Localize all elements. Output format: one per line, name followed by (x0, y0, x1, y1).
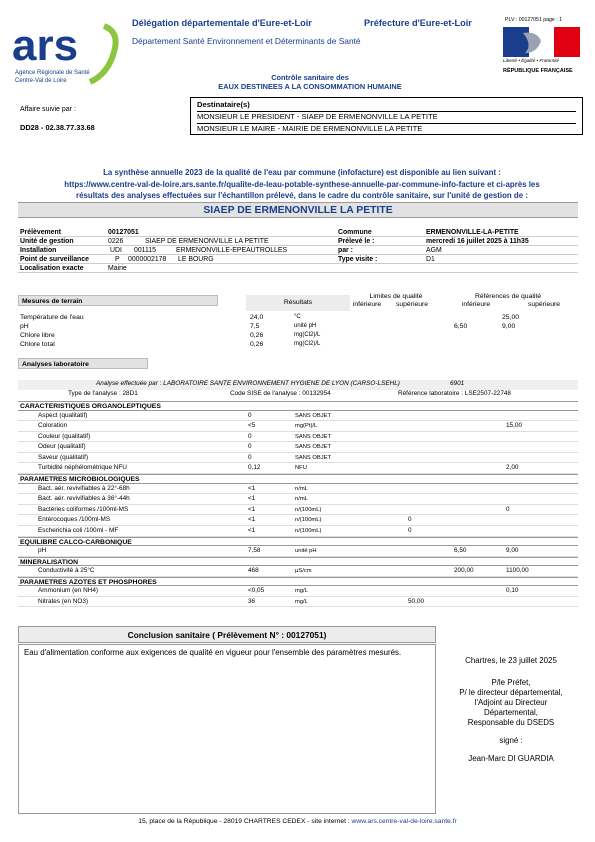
conclusion-title: Conclusion sanitaire ( Prélèvement N° : 00127051) (18, 626, 436, 643)
lab-value: <1 (248, 526, 256, 534)
header-delegation: Délégation départementale d'Eure-et-Loir (132, 18, 312, 28)
lab-ref-sup: 9,00 (506, 547, 519, 555)
refs-inf-header: inférieure (461, 301, 491, 308)
lab-unit: n/mL (295, 485, 308, 492)
measure-row (18, 340, 578, 349)
signature-block (440, 656, 582, 764)
footer-site-link[interactable]: www.ars.centre-val-de-loire.sante.fr (351, 818, 457, 825)
unite-name: SIAEP DE ERMENONVILLE LA PETITE (145, 238, 269, 245)
ref-inf: 6,50 (454, 323, 468, 330)
lab-param-name: Bact. aér. revivifiables à 36°-44h (38, 495, 130, 503)
lab-group-header (18, 474, 578, 484)
lab-value: <0,05 (248, 587, 265, 595)
control-line-1: Contrôle sanitaire des (271, 73, 349, 82)
lab-unit: mg/L (295, 588, 308, 595)
unite-label: Unité de gestion (20, 238, 74, 245)
lab-analyses (18, 380, 578, 607)
lab-code: 6901 (450, 380, 465, 387)
lab-row (18, 442, 578, 453)
lab-sise-code: Code SISE de l'analyse : 00132954 (230, 390, 331, 397)
lab-param-name: Escherichia coli /100ml - MF (38, 526, 119, 534)
plv-reference: PLV : 00127051 page : 1 (505, 17, 563, 23)
lab-param-name: Nitrates (en NO3) (38, 597, 89, 605)
affaire-label: Affaire suivie par : (20, 106, 76, 113)
lab-param-name: Turbidité néphélométrique NFU (38, 464, 127, 472)
lab-row (18, 505, 578, 516)
lab-row (18, 484, 578, 495)
lab-value: 0 (248, 432, 252, 440)
point-type: P (115, 256, 120, 263)
lab-unit: mg/L (295, 598, 308, 605)
lab-group-header (18, 401, 578, 411)
results-header: Résultats (246, 295, 350, 311)
prelevement-value: 00127051 (108, 229, 139, 236)
par-label: par : (338, 247, 353, 254)
lab-group-title: PARAMETRES AZOTES ET PHOSPHORES (20, 578, 157, 586)
lab-param-name: Coloration (38, 422, 68, 430)
lab-group-header (18, 537, 578, 547)
info-row (18, 264, 578, 273)
refs-header: Références de qualité (474, 293, 542, 300)
measure-unit: mg(Cl2)/L (294, 341, 321, 347)
limits-header: Limites de qualité (369, 293, 423, 300)
measure-value: 24,0 (250, 314, 264, 321)
lab-param-name: Ammonium (en NH4) (38, 587, 99, 595)
lab-limit-sup: 0 (408, 526, 412, 534)
lab-value: 36 (248, 597, 256, 605)
localisation-value: Mairie (108, 265, 127, 272)
lab-row (18, 494, 578, 505)
measure-name: Chlore total (20, 341, 55, 348)
measure-unit: mg(Cl2)/L (294, 332, 321, 338)
signature-date: Chartres, le 23 juillet 2025 (465, 656, 557, 665)
info-row (18, 237, 578, 246)
measure-row (18, 322, 578, 331)
lab-param-name: Saveur (qualitatif) (38, 453, 89, 461)
signature-line-5: Responsable du DSEDS (467, 718, 555, 727)
lab-ref-sup: 0 (506, 505, 510, 513)
prelevement-label: Prélèvement (20, 229, 61, 236)
lab-group-title: PARAMETRES MICROBIOLOGIQUES (20, 476, 140, 484)
lab-performed-by: Analyse effectuée par : LABORATOIRE SANTE ENVIRONNEMENT HYGIENE DE LYON (CARSO-LSEHL) (96, 380, 400, 387)
installation-label: Installation (20, 247, 57, 254)
recipients-title: Destinataire(s) (197, 100, 250, 109)
lab-analysis-type: Type de l'analyse : 28D1 (68, 390, 138, 397)
field-measures (18, 293, 578, 349)
lab-param-name: Bactéries coliformes /100ml-MS (38, 505, 129, 513)
synthesis-line-1: La synthèse annuelle 2023 de la qualité de l'eau par commune (infofacture) est disponible au lien suivant : (103, 168, 501, 177)
lab-param-name: Entérocoques /100ml-MS (38, 516, 111, 524)
installation-name: ERMENONVILLE-EPEAUTROLLES (176, 247, 288, 254)
signature-name: Jean-Marc DI GUARDIA (468, 754, 554, 763)
lab-value: 468 (248, 567, 259, 575)
logo-sub-2: Centre-Val de Loire (15, 78, 67, 84)
installation-type: UDI (110, 247, 122, 254)
lab-row (18, 453, 578, 464)
lab-ref-sup: 0,10 (506, 587, 519, 595)
lab-row (18, 597, 578, 608)
info-row (18, 246, 578, 255)
lab-unit: SANS OBJET (295, 433, 332, 440)
signature-line-4: Départemental, (484, 708, 538, 717)
commune-label: Commune (338, 229, 372, 236)
lab-row (18, 432, 578, 443)
ref-sup: 9,00 (502, 323, 516, 330)
control-line-2: EAUX DESTINEES A LA CONSOMMATION HUMAINE (218, 82, 402, 91)
refs-sup-header: supérieure (527, 301, 561, 308)
lab-group-title: EQUILIBRE CALCO-CARBONIQUE (20, 538, 132, 546)
lab-param-name: Odeur (qualitatif) (38, 443, 86, 451)
lab-reference: Référence laboratoire : LSE2507-22748 (398, 390, 511, 397)
lab-value: 0 (248, 411, 252, 419)
measure-name: Température de l'eau (20, 314, 84, 321)
lab-unit: SANS OBJET (295, 412, 332, 419)
lab-group-title: MINERALISATION (20, 558, 79, 566)
lab-unit: SANS OBJET (295, 444, 332, 451)
point-label: Point de surveillance (20, 256, 89, 263)
signature-line-2: P/ le directeur départemental, (459, 688, 563, 697)
lab-group-header (18, 577, 578, 587)
lab-value: 0 (248, 453, 252, 461)
header-department: Département Santé Environnement et Déterminants de Santé (132, 36, 361, 46)
point-name: LE BOURG (178, 256, 214, 263)
lab-value: <1 (248, 516, 256, 524)
info-row (18, 255, 578, 264)
lab-value: <1 (248, 484, 256, 492)
synthesis-line-3: résultats des analyses effectuées sur l'échantillon prélevé, dans le cadre du contrôle sanitaire, sur l'unité de gestion de : (76, 191, 528, 200)
measure-value: 7,5 (250, 323, 260, 330)
lab-row (18, 546, 578, 557)
lab-param-name: Couleur (qualitatif) (38, 432, 91, 440)
lab-ref-inf: 200,00 (454, 567, 474, 575)
lab-title-row (18, 358, 578, 370)
conclusion-text: Eau d'alimentation conforme aux exigences de qualité en vigueur pour l'ensemble des paramètres mesurés. (18, 644, 436, 814)
lab-param-name: Conductivité à 25°C (38, 567, 95, 575)
lab-value: 0 (248, 443, 252, 451)
lab-row (18, 463, 578, 474)
preleve-label: Prélevé le : (338, 238, 375, 245)
lab-unit: mg(Pt)/L (295, 423, 318, 430)
synthesis-notice (22, 167, 582, 202)
lab-value: 0,12 (248, 464, 261, 472)
par-value: AGM (426, 247, 442, 254)
rf-name: RÉPUBLIQUE FRANÇAISE (503, 68, 573, 74)
lab-group-header (18, 557, 578, 567)
ars-logo (12, 22, 122, 92)
lab-row (18, 515, 578, 526)
installation-code: 001115 (134, 247, 156, 254)
logo-sub-1: Agence Régionale de Santé (15, 70, 90, 76)
lab-row (18, 526, 578, 537)
lab-group-title: CARACTERISTIQUES ORGANOLEPTIQUES (20, 403, 161, 410)
lab-param-name: pH (38, 547, 47, 555)
lab-unit: n/mL (295, 496, 308, 503)
recipient-2: MONSIEUR LE MAIRE - MAIRIE DE ERMENONVILLE LA PETITE (197, 123, 576, 134)
footer-address: 15, place de la République - 28019 CHARTRES CEDEX - site internet : (138, 818, 352, 825)
limits-inf-header: inférieure (352, 301, 382, 308)
measure-unit: unité pH (294, 323, 317, 329)
unit-banner: SIAEP DE ERMENONVILLE LA PETITE (18, 202, 578, 218)
lab-row (18, 411, 578, 422)
lab-unit: SANS OBJET (295, 454, 332, 461)
lab-unit: n/(100mL) (295, 506, 322, 513)
measure-value: 0,26 (250, 341, 264, 348)
lab-unit: n/(100mL) (295, 527, 322, 534)
synthesis-link[interactable]: https://www.centre-val-de-loire.ars.sante.fr/qualite-de-leau-potable-synthese-annuelle-par-commune-info-facture et ci-après les (64, 179, 540, 189)
lab-ref-sup: 1100,00 (506, 567, 529, 575)
field-measures-title: Mesures de terrain (18, 295, 218, 306)
lab-row (18, 421, 578, 432)
lab-value: <1 (248, 495, 256, 503)
lab-ref-sup: 15,00 (506, 422, 522, 430)
signature-line-3: l'Adjoint au Directeur (474, 698, 548, 707)
signature-line-1: P/le Préfet, (491, 678, 531, 687)
point-code: 0000002178 (128, 256, 167, 263)
measure-row (18, 331, 578, 340)
unite-code: 0226 (108, 238, 124, 245)
lab-unit: unité pH (295, 548, 317, 555)
logo-text: ars (12, 22, 79, 70)
sample-info (18, 228, 578, 273)
commune-value: ERMENONVILLE-LA-PETITE (426, 229, 519, 236)
visite-value: D1 (426, 256, 435, 263)
footer (0, 818, 595, 825)
lab-groups (18, 401, 578, 607)
localisation-label: Localisation exacte (20, 265, 84, 272)
measure-value: 0,26 (250, 332, 264, 339)
lab-unit: n/(100mL) (295, 517, 322, 524)
affaire-contact: DD28 - 02.38.77.33.68 (20, 123, 95, 132)
control-title (200, 73, 420, 91)
lab-ref-sup: 2,00 (506, 464, 519, 472)
recipients-box (190, 97, 583, 135)
info-row (18, 228, 578, 237)
measure-unit: °C (294, 314, 301, 320)
lab-limit-sup: 50,00 (408, 597, 424, 605)
preleve-value: mercredi 16 juillet 2025 à 11h35 (426, 238, 529, 245)
rf-motto: Liberté • Égalité • Fraternité (503, 58, 560, 63)
limits-sup-header: supérieure (395, 301, 429, 308)
lab-ref-inf: 6,50 (454, 547, 467, 555)
ref-sup: 25,00 (502, 314, 520, 321)
lab-title: Analyses laboratoire (18, 358, 148, 369)
lab-unit: µS/cm (295, 568, 312, 575)
lab-limit-sup: 0 (408, 516, 412, 524)
measure-row (18, 313, 578, 322)
lab-row (18, 566, 578, 577)
signature-signed: signé : (499, 736, 523, 745)
lab-value: 7,58 (248, 547, 261, 555)
field-measures-rows (18, 313, 578, 349)
recipient-1: MONSIEUR LE PRESIDENT - SIAEP DE ERMENONVILLE LA PETITE (197, 111, 576, 122)
header-prefecture: Préfecture d'Eure-et-Loir (364, 18, 472, 28)
measure-name: pH (20, 323, 29, 330)
visite-label: Type visite : (338, 256, 378, 263)
lab-param-name: Aspect (qualitatif) (38, 411, 88, 419)
lab-value: <1 (248, 505, 256, 513)
lab-row (18, 586, 578, 597)
lab-unit: NFU (295, 465, 307, 472)
marianne-flag-icon (503, 27, 580, 57)
lab-value: <5 (248, 422, 256, 430)
measure-name: Chlore libre (20, 332, 55, 339)
lab-param-name: Bact. aér. revivifiables à 22°-68h (38, 484, 130, 492)
